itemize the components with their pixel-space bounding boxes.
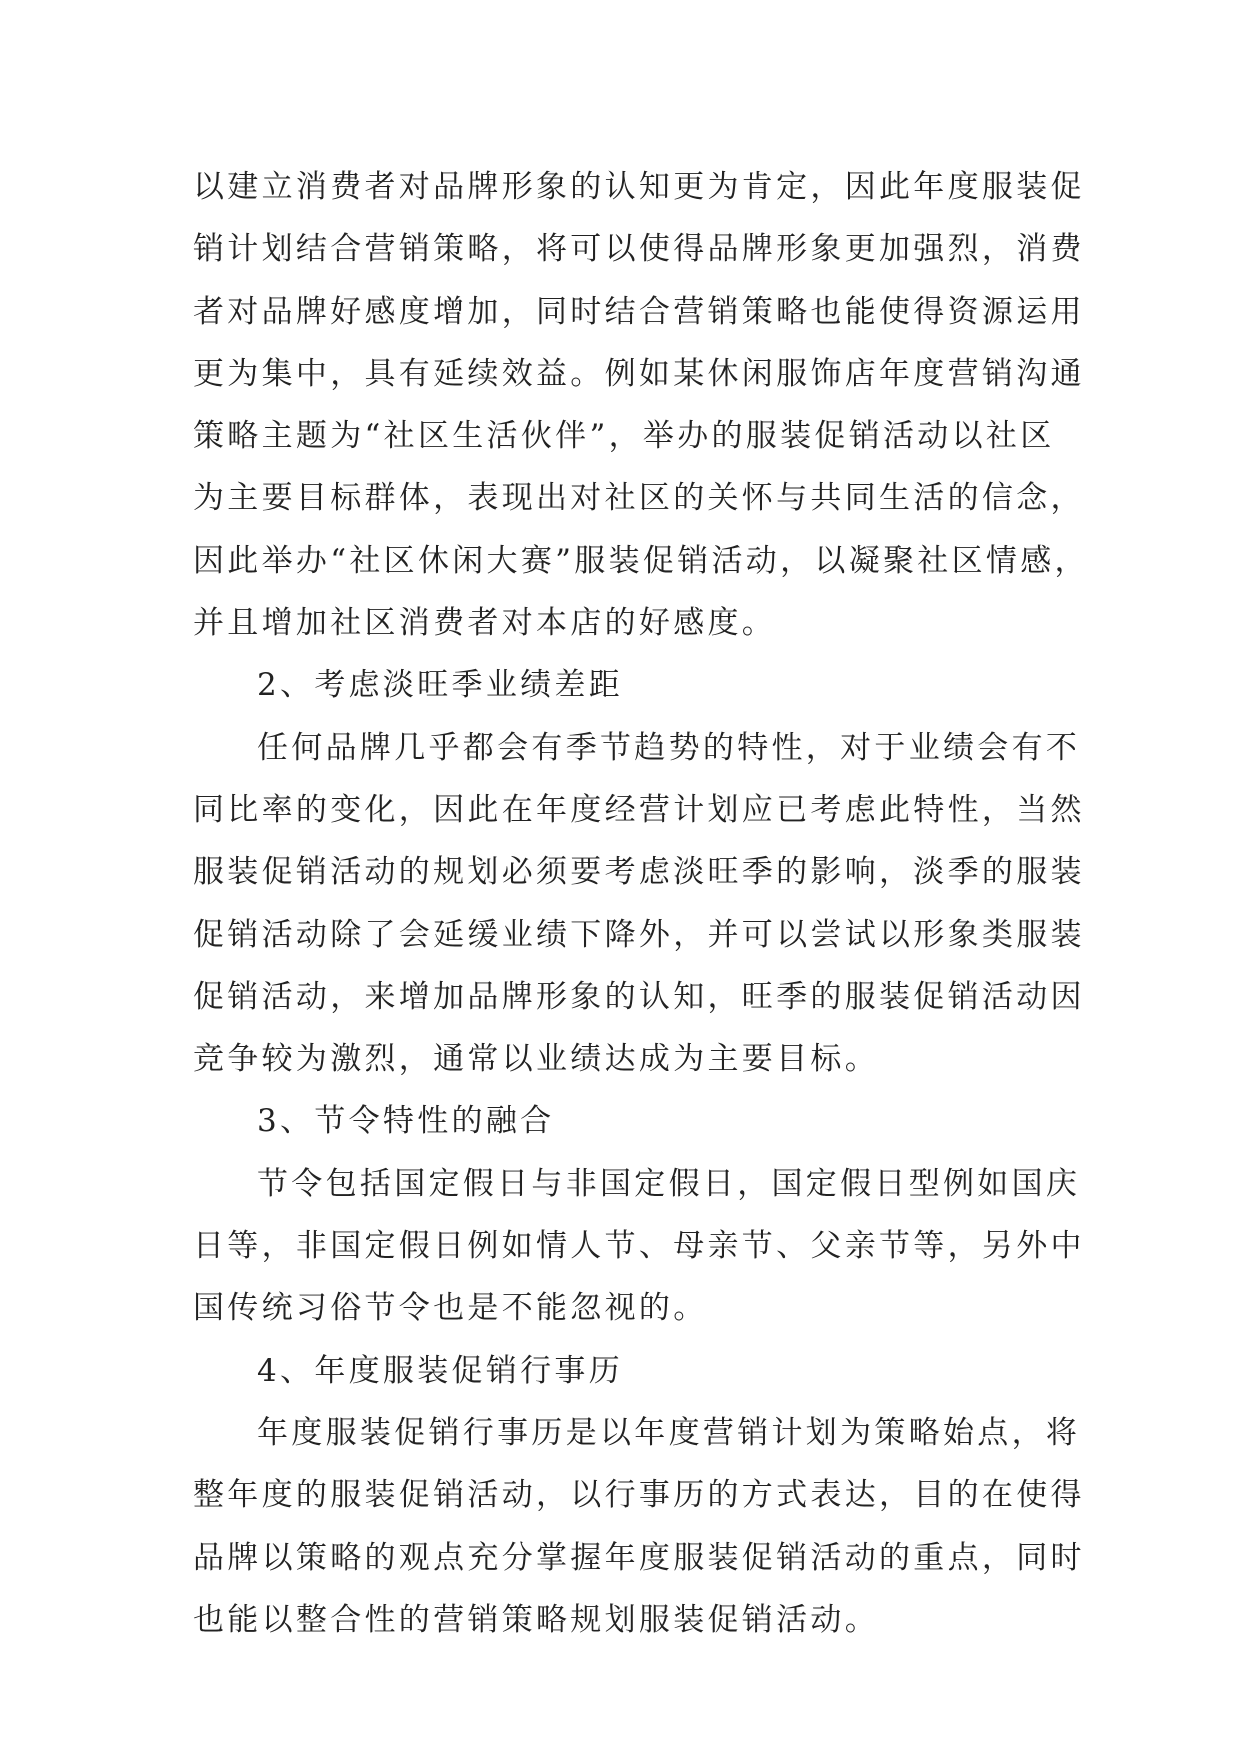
section-heading-2: 2、考虑淡旺季业绩差距 — [257, 667, 624, 704]
text-line: 竞争较为激烈，通常以业绩达成为主要目标。 — [193, 1041, 879, 1078]
text-line: 为主要目标群体，表现出对社区的关怀与共同生活的信念， — [193, 480, 1085, 517]
text-line: 并且增加社区消费者对本店的好感度。 — [193, 605, 777, 642]
text-line: 品牌以策略的观点充分掌握年度服装促销活动的重点，同时 — [193, 1539, 1085, 1576]
text-line: 者对品牌好感度增加，同时结合营销策略也能使得资源运用 — [193, 293, 1085, 330]
section-heading-3: 3、节令特性的融合 — [257, 1103, 555, 1140]
text-line: 策略主题为“社区生活伙伴”，举办的服装促销活动以社区 — [193, 418, 1055, 455]
text-line: 节令包括国定假日与非国定假日，国定假日型例如国庆 — [257, 1165, 1081, 1202]
text-line: 年度服装促销行事历是以年度营销计划为策略始点，将 — [257, 1414, 1081, 1451]
document-body — [193, 156, 1089, 1651]
text-line: 销计划结合营销策略，将可以使得品牌形象更加强烈，消费 — [193, 231, 1085, 268]
text-line: 促销活动，来增加品牌形象的认知，旺季的服装促销活动因 — [193, 978, 1085, 1015]
text-line: 服装促销活动的规划必须要考虑淡旺季的影响，淡季的服装 — [193, 854, 1085, 891]
section-heading-4: 4、年度服装促销行事历 — [257, 1352, 624, 1389]
text-line: 促销活动除了会延缓业绩下降外，并可以尝试以形象类服装 — [193, 916, 1085, 953]
text-line: 因此举办“社区休闲大赛”服装促销活动，以凝聚社区情感， — [193, 542, 1089, 579]
text-line: 同比率的变化，因此在年度经营计划应已考虑此特性，当然 — [193, 791, 1085, 828]
text-line: 任何品牌几乎都会有季节趋势的特性，对于业绩会有不 — [257, 729, 1081, 766]
text-line: 整年度的服装促销活动，以行事历的方式表达，目的在使得 — [193, 1477, 1085, 1514]
text-line: 国传统习俗节令也是不能忽视的。 — [193, 1290, 708, 1327]
text-line: 以建立消费者对品牌形象的认知更为肯定，因此年度服装促 — [193, 169, 1085, 205]
text-line: 日等，非国定假日例如情人节、母亲节、父亲节等，另外中 — [193, 1228, 1085, 1265]
text-line: 也能以整合性的营销策略规划服装促销活动。 — [193, 1601, 879, 1638]
text-line: 更为集中，具有延续效益。例如某休闲服饰店年度营销沟通 — [193, 355, 1085, 392]
